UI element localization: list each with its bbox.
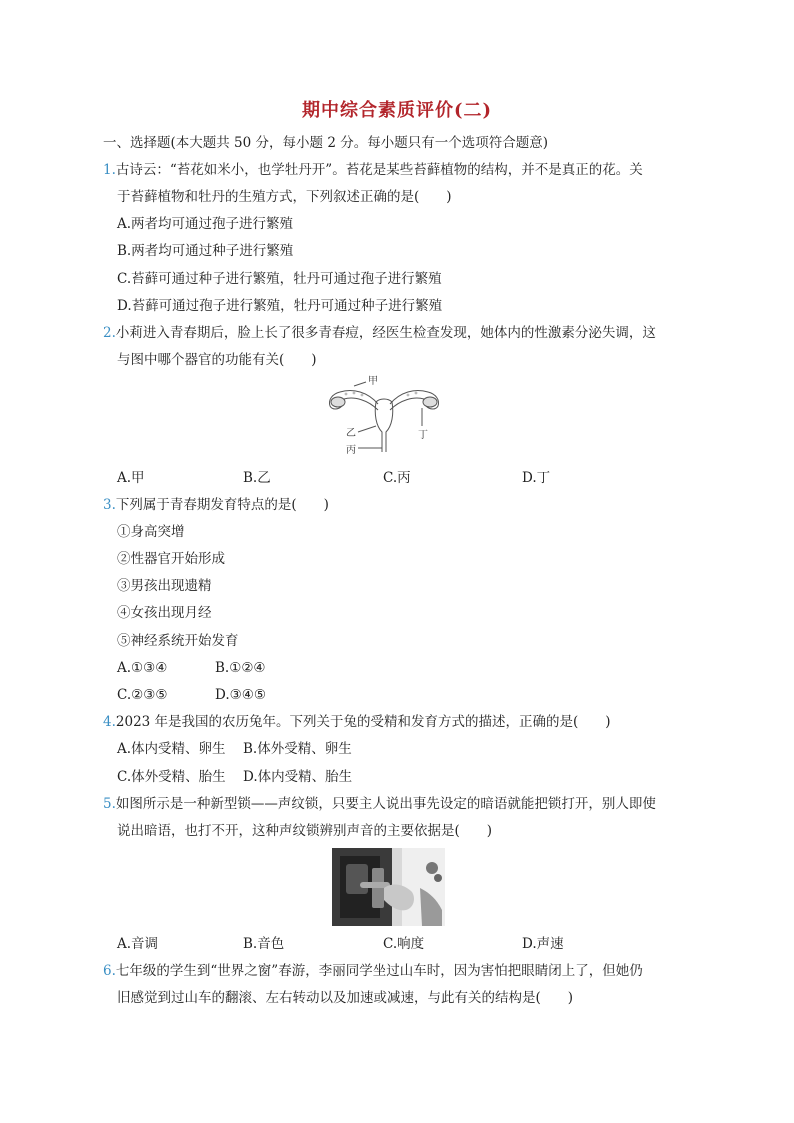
question-5-option-c[interactable]: C.响度 [383,936,425,952]
uterus-diagram [318,374,448,460]
question-2-option-d[interactable]: D.丁 [522,470,551,486]
question-2-option-a[interactable]: A.甲 [117,470,145,486]
question-6-number: 6. [103,963,116,979]
question-4-line-1: 4.2023 年是我国的农历兔年。下列关于兔的受精和发育方式的描述，正确的是( ) [103,714,611,730]
question-3-number: 3. [103,497,116,513]
question-5-option-d[interactable]: D.声速 [522,936,564,952]
question-4-option-d[interactable]: D.体内受精、胎生 [243,769,353,785]
label-bing: 丙 [346,445,356,456]
question-3-options-row-2 [117,685,417,705]
voiceprint-lock-photo [332,848,445,926]
question-2-options [117,468,717,488]
question-2-line-2: 与图中哪个器官的功能有关( ) [117,352,317,368]
question-1-line-2: 于苔藓植物和牡丹的生殖方式，下列叙述正确的是( ) [117,189,452,205]
question-1-option-a[interactable]: A.两者均可通过孢子进行繁殖 [117,216,294,232]
question-5-option-a[interactable]: A.音调 [117,936,159,952]
question-2-option-b[interactable]: B.乙 [243,470,271,486]
question-5-line-2: 说出暗语，也打不开，这种声纹锁辨别声音的主要依据是( ) [117,823,493,839]
question-3-option-d[interactable]: D.③④⑤ [215,687,266,703]
question-3-line-1: 3.下列属于青春期发育特点的是( ) [103,497,329,513]
question-3-item-5: ⑤神经系统开始发育 [117,633,239,649]
question-5-options [117,934,717,954]
question-3-item-3: ③男孩出现遗精 [117,578,212,594]
question-6-line-2: 旧感觉到过山车的翻滚、左右转动以及加速或减速，与此有关的结构是( ) [117,990,574,1006]
question-3-item-1: ①身高突增 [117,524,185,540]
question-3-option-c[interactable]: C.②③⑤ [117,687,168,703]
label-ding: 丁 [418,430,428,441]
uterus-diagram-svg [318,374,448,460]
question-2-option-c[interactable]: C.丙 [383,470,411,486]
question-1-line-1: 1.古诗云：“苔花如米小，也学牡丹开”。苔花是某些苔藓植物的结构，并不是真正的花。关 [103,162,643,178]
question-1-number: 1. [103,162,116,178]
question-3-option-b[interactable]: B.①②④ [215,660,266,676]
question-3-item-2: ②性器官开始形成 [117,551,225,567]
question-1-option-d[interactable]: D.苔藓可通过孢子进行繁殖，牡丹可通过种子进行繁殖 [117,298,443,314]
question-2-number: 2. [103,325,116,341]
question-6-line-1: 6.七年级的学生到“世界之窗”春游，李丽同学坐过山车时，因为害怕把眼睛闭上了，但她仍 [103,963,643,979]
question-1-option-b[interactable]: B.两者均可通过种子进行繁殖 [117,243,294,259]
question-5-option-b[interactable]: B.音色 [243,936,285,952]
question-3-options-row-1 [117,658,417,678]
question-4-options-row-1 [117,739,517,759]
voiceprint-lock-photo-svg [332,848,445,926]
question-4-option-b[interactable]: B.体外受精、卵生 [243,741,352,757]
question-3-item-4: ④女孩出现月经 [117,605,212,621]
question-2-line-1: 2.小莉进入青春期后，脸上长了很多青春痘，经医生检查发现，她体内的性激素分泌失调，这 [103,325,656,341]
section-heading: 一、选择题(本大题共 50 分，每小题 2 分。每小题只有一个选项符合题意) [103,135,548,151]
question-4-option-c[interactable]: C.体外受精、胎生 [117,769,226,785]
label-yi: 乙 [346,428,356,439]
question-4-option-a[interactable]: A.体内受精、卵生 [117,741,226,757]
question-5-line-1: 5.如图所示是一种新型锁——声纹锁，只要主人说出事先设定的暗语就能把锁打开，别人即使 [103,796,656,812]
question-4-options-row-2 [117,767,517,787]
label-jia: 甲 [368,376,378,387]
question-1-option-c[interactable]: C.苔藓可通过种子进行繁殖，牡丹可通过孢子进行繁殖 [117,271,442,287]
question-4-number: 4. [103,714,116,730]
page-title: 期中综合素质评价(二) [301,100,493,121]
question-5-number: 5. [103,796,116,812]
question-3-option-a[interactable]: A.①③④ [117,660,168,676]
